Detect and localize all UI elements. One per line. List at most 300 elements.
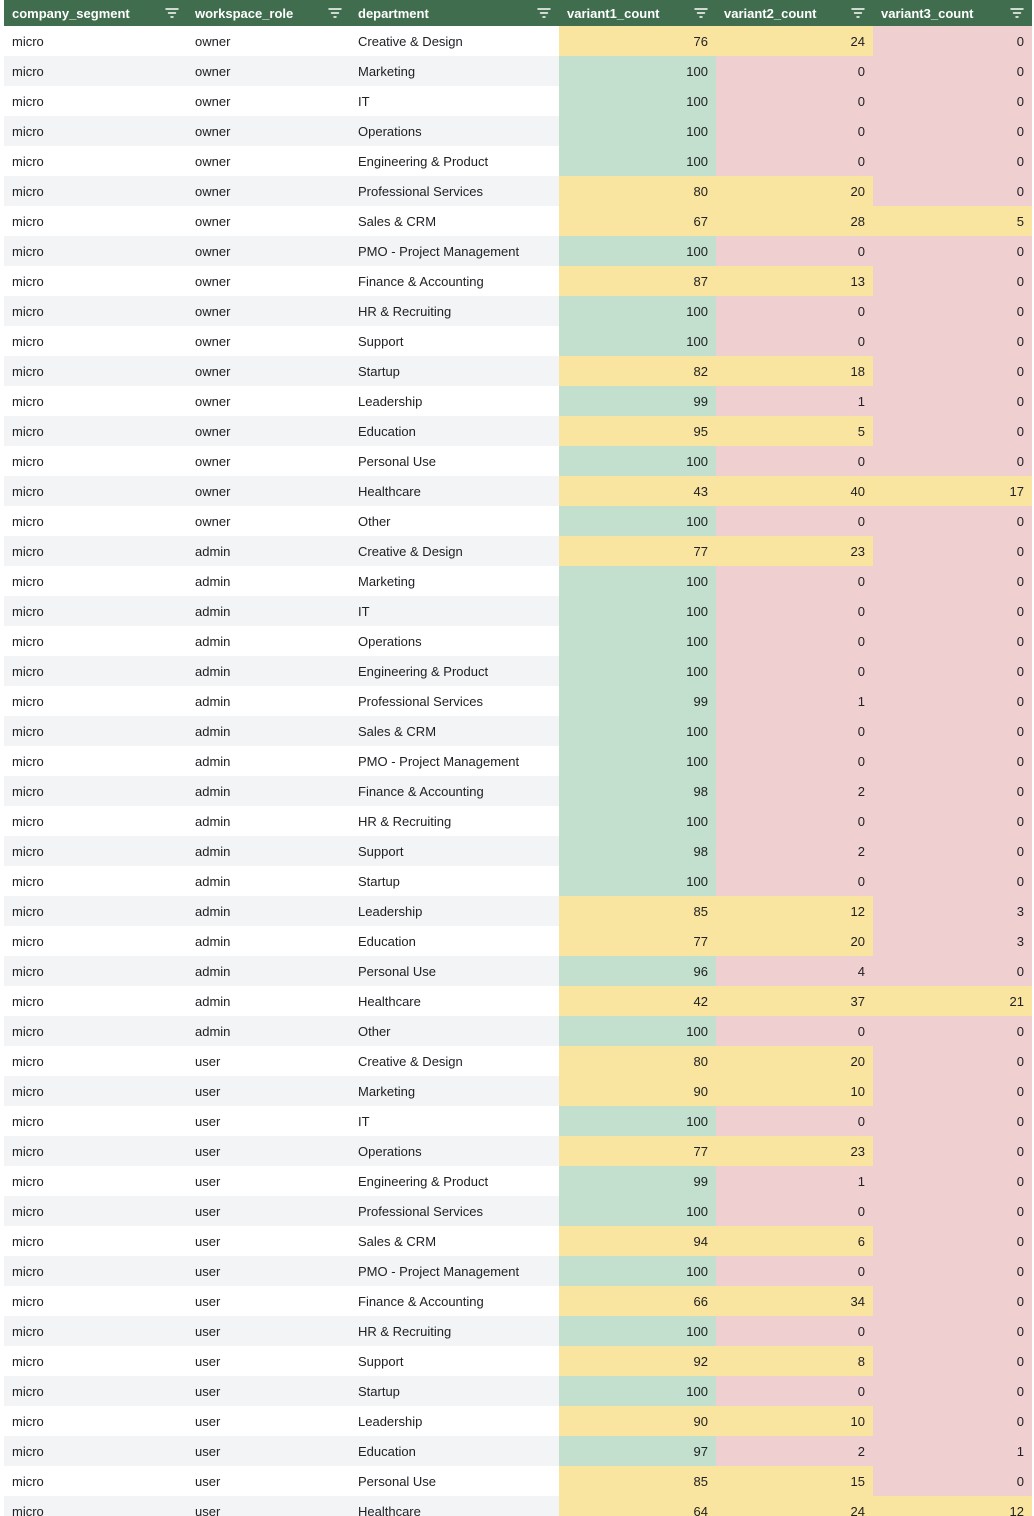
cell-workspace-role[interactable]: user — [187, 1196, 350, 1226]
cell-variant3-count[interactable]: 0 — [873, 956, 1032, 986]
table-row[interactable] — [4, 1316, 1032, 1346]
table-row[interactable] — [4, 656, 1032, 686]
cell-department[interactable]: Leadership — [350, 896, 559, 926]
cell-variant1-count[interactable]: 43 — [559, 476, 716, 506]
table-row[interactable] — [4, 926, 1032, 956]
cell-variant3-count[interactable]: 0 — [873, 146, 1032, 176]
cell-variant1-count[interactable]: 42 — [559, 986, 716, 1016]
cell-company-segment[interactable]: micro — [4, 1226, 187, 1256]
cell-variant1-count[interactable]: 99 — [559, 1166, 716, 1196]
cell-variant2-count[interactable]: 0 — [716, 326, 873, 356]
cell-variant1-count[interactable]: 85 — [559, 896, 716, 926]
cell-variant3-count[interactable]: 0 — [873, 716, 1032, 746]
table-row[interactable] — [4, 476, 1032, 506]
cell-workspace-role[interactable]: admin — [187, 926, 350, 956]
cell-variant2-count[interactable]: 23 — [716, 536, 873, 566]
cell-department[interactable]: Sales & CRM — [350, 716, 559, 746]
cell-variant2-count[interactable]: 10 — [716, 1406, 873, 1436]
cell-company-segment[interactable]: micro — [4, 866, 187, 896]
table-row[interactable] — [4, 1346, 1032, 1376]
cell-variant2-count[interactable]: 0 — [716, 56, 873, 86]
cell-department[interactable]: IT — [350, 1106, 559, 1136]
column-header-company-segment[interactable] — [4, 0, 187, 26]
cell-company-segment[interactable]: micro — [4, 26, 187, 56]
cell-department[interactable]: Professional Services — [350, 1196, 559, 1226]
cell-department[interactable]: PMO - Project Management — [350, 236, 559, 266]
filter-icon[interactable] — [851, 7, 865, 19]
cell-variant2-count[interactable]: 0 — [716, 1376, 873, 1406]
cell-variant3-count[interactable]: 0 — [873, 1286, 1032, 1316]
cell-workspace-role[interactable]: user — [187, 1436, 350, 1466]
cell-workspace-role[interactable]: user — [187, 1046, 350, 1076]
cell-workspace-role[interactable]: user — [187, 1286, 350, 1316]
table-row[interactable] — [4, 356, 1032, 386]
cell-workspace-role[interactable]: user — [187, 1406, 350, 1436]
cell-company-segment[interactable]: micro — [4, 1316, 187, 1346]
cell-workspace-role[interactable]: admin — [187, 656, 350, 686]
cell-variant2-count[interactable]: 0 — [716, 566, 873, 596]
table-row[interactable] — [4, 1436, 1032, 1466]
cell-variant1-count[interactable]: 82 — [559, 356, 716, 386]
cell-department[interactable]: Sales & CRM — [350, 206, 559, 236]
cell-workspace-role[interactable]: owner — [187, 416, 350, 446]
cell-variant1-count[interactable]: 94 — [559, 1226, 716, 1256]
cell-workspace-role[interactable]: admin — [187, 626, 350, 656]
cell-company-segment[interactable]: micro — [4, 746, 187, 776]
cell-variant2-count[interactable]: 0 — [716, 116, 873, 146]
cell-workspace-role[interactable]: owner — [187, 26, 350, 56]
cell-company-segment[interactable]: micro — [4, 176, 187, 206]
cell-variant1-count[interactable]: 96 — [559, 956, 716, 986]
cell-workspace-role[interactable]: owner — [187, 296, 350, 326]
cell-company-segment[interactable]: micro — [4, 686, 187, 716]
filter-icon[interactable] — [328, 7, 342, 19]
table-row[interactable] — [4, 1286, 1032, 1316]
cell-department[interactable]: Sales & CRM — [350, 1226, 559, 1256]
cell-variant2-count[interactable]: 0 — [716, 296, 873, 326]
cell-variant1-count[interactable]: 100 — [559, 866, 716, 896]
cell-department[interactable]: Creative & Design — [350, 1046, 559, 1076]
cell-company-segment[interactable]: micro — [4, 1166, 187, 1196]
cell-workspace-role[interactable]: owner — [187, 176, 350, 206]
cell-department[interactable]: Marketing — [350, 566, 559, 596]
table-row[interactable] — [4, 1016, 1032, 1046]
cell-company-segment[interactable]: micro — [4, 386, 187, 416]
table-row[interactable] — [4, 686, 1032, 716]
cell-company-segment[interactable]: micro — [4, 1196, 187, 1226]
cell-variant2-count[interactable]: 0 — [716, 866, 873, 896]
cell-variant2-count[interactable]: 15 — [716, 1466, 873, 1496]
cell-workspace-role[interactable]: admin — [187, 776, 350, 806]
cell-variant2-count[interactable]: 28 — [716, 206, 873, 236]
cell-workspace-role[interactable]: user — [187, 1496, 350, 1516]
table-row[interactable] — [4, 1076, 1032, 1106]
cell-department[interactable]: Operations — [350, 1136, 559, 1166]
cell-company-segment[interactable]: micro — [4, 206, 187, 236]
cell-variant1-count[interactable]: 100 — [559, 56, 716, 86]
cell-department[interactable]: HR & Recruiting — [350, 296, 559, 326]
cell-variant2-count[interactable]: 23 — [716, 1136, 873, 1166]
cell-variant2-count[interactable]: 0 — [716, 1316, 873, 1346]
cell-department[interactable]: Leadership — [350, 1406, 559, 1436]
cell-variant2-count[interactable]: 0 — [716, 746, 873, 776]
cell-variant3-count[interactable]: 0 — [873, 656, 1032, 686]
cell-department[interactable]: IT — [350, 86, 559, 116]
cell-department[interactable]: Other — [350, 1016, 559, 1046]
cell-company-segment[interactable]: micro — [4, 1376, 187, 1406]
cell-variant3-count[interactable]: 0 — [873, 1016, 1032, 1046]
cell-variant3-count[interactable]: 0 — [873, 416, 1032, 446]
cell-variant1-count[interactable]: 77 — [559, 1136, 716, 1166]
cell-company-segment[interactable]: micro — [4, 86, 187, 116]
cell-variant2-count[interactable]: 0 — [716, 1106, 873, 1136]
cell-variant2-count[interactable]: 20 — [716, 1046, 873, 1076]
cell-company-segment[interactable]: micro — [4, 1106, 187, 1136]
cell-company-segment[interactable]: micro — [4, 1016, 187, 1046]
cell-workspace-role[interactable]: user — [187, 1166, 350, 1196]
cell-variant2-count[interactable]: 0 — [716, 146, 873, 176]
cell-variant1-count[interactable]: 100 — [559, 1316, 716, 1346]
cell-variant3-count[interactable]: 0 — [873, 386, 1032, 416]
cell-variant3-count[interactable]: 3 — [873, 926, 1032, 956]
cell-variant3-count[interactable]: 0 — [873, 1046, 1032, 1076]
cell-department[interactable]: Professional Services — [350, 686, 559, 716]
cell-variant1-count[interactable]: 100 — [559, 116, 716, 146]
cell-company-segment[interactable]: micro — [4, 716, 187, 746]
cell-variant2-count[interactable]: 1 — [716, 1166, 873, 1196]
cell-variant1-count[interactable]: 100 — [559, 746, 716, 776]
cell-department[interactable]: Startup — [350, 866, 559, 896]
cell-variant2-count[interactable]: 5 — [716, 416, 873, 446]
cell-workspace-role[interactable]: owner — [187, 446, 350, 476]
table-row[interactable] — [4, 26, 1032, 56]
cell-variant1-count[interactable]: 100 — [559, 506, 716, 536]
cell-workspace-role[interactable]: admin — [187, 986, 350, 1016]
cell-company-segment[interactable]: micro — [4, 1406, 187, 1436]
table-row[interactable] — [4, 956, 1032, 986]
cell-variant1-count[interactable]: 76 — [559, 26, 716, 56]
cell-variant1-count[interactable]: 100 — [559, 1376, 716, 1406]
cell-company-segment[interactable]: micro — [4, 356, 187, 386]
cell-variant1-count[interactable]: 99 — [559, 386, 716, 416]
cell-variant3-count[interactable]: 0 — [873, 1346, 1032, 1376]
cell-department[interactable]: Finance & Accounting — [350, 1286, 559, 1316]
cell-department[interactable]: Engineering & Product — [350, 146, 559, 176]
table-row[interactable] — [4, 446, 1032, 476]
table-row[interactable] — [4, 1376, 1032, 1406]
table-row[interactable] — [4, 1256, 1032, 1286]
cell-company-segment[interactable]: micro — [4, 116, 187, 146]
cell-company-segment[interactable]: micro — [4, 446, 187, 476]
cell-workspace-role[interactable]: owner — [187, 506, 350, 536]
cell-department[interactable]: Creative & Design — [350, 26, 559, 56]
cell-workspace-role[interactable]: owner — [187, 116, 350, 146]
cell-workspace-role[interactable]: admin — [187, 536, 350, 566]
cell-company-segment[interactable]: micro — [4, 1136, 187, 1166]
cell-variant1-count[interactable]: 98 — [559, 776, 716, 806]
cell-company-segment[interactable]: micro — [4, 596, 187, 626]
cell-workspace-role[interactable]: admin — [187, 1016, 350, 1046]
cell-department[interactable]: Education — [350, 926, 559, 956]
cell-company-segment[interactable]: micro — [4, 416, 187, 446]
cell-variant2-count[interactable]: 1 — [716, 386, 873, 416]
cell-variant2-count[interactable]: 2 — [716, 776, 873, 806]
cell-variant2-count[interactable]: 0 — [716, 506, 873, 536]
cell-variant3-count[interactable]: 0 — [873, 236, 1032, 266]
cell-department[interactable]: PMO - Project Management — [350, 746, 559, 776]
cell-variant3-count[interactable]: 3 — [873, 896, 1032, 926]
cell-variant2-count[interactable]: 1 — [716, 686, 873, 716]
cell-variant2-count[interactable]: 34 — [716, 1286, 873, 1316]
table-row[interactable] — [4, 1136, 1032, 1166]
cell-variant3-count[interactable]: 0 — [873, 446, 1032, 476]
cell-variant3-count[interactable]: 0 — [873, 1376, 1032, 1406]
cell-workspace-role[interactable]: owner — [187, 206, 350, 236]
cell-variant3-count[interactable]: 0 — [873, 86, 1032, 116]
cell-variant3-count[interactable]: 17 — [873, 476, 1032, 506]
cell-variant1-count[interactable]: 100 — [559, 1106, 716, 1136]
table-row[interactable] — [4, 86, 1032, 116]
filter-icon[interactable] — [165, 7, 179, 19]
cell-variant2-count[interactable]: 0 — [716, 1016, 873, 1046]
cell-workspace-role[interactable]: owner — [187, 386, 350, 416]
cell-department[interactable]: PMO - Project Management — [350, 1256, 559, 1286]
table-row[interactable] — [4, 806, 1032, 836]
cell-department[interactable]: Healthcare — [350, 1496, 559, 1516]
cell-company-segment[interactable]: micro — [4, 266, 187, 296]
table-row[interactable] — [4, 386, 1032, 416]
cell-variant1-count[interactable]: 100 — [559, 1196, 716, 1226]
cell-variant2-count[interactable]: 0 — [716, 626, 873, 656]
cell-variant3-count[interactable]: 0 — [873, 866, 1032, 896]
cell-variant1-count[interactable]: 100 — [559, 1016, 716, 1046]
cell-variant3-count[interactable]: 0 — [873, 296, 1032, 326]
cell-variant1-count[interactable]: 77 — [559, 536, 716, 566]
cell-variant3-count[interactable]: 0 — [873, 56, 1032, 86]
cell-department[interactable]: HR & Recruiting — [350, 1316, 559, 1346]
cell-company-segment[interactable]: micro — [4, 776, 187, 806]
cell-variant3-count[interactable]: 0 — [873, 506, 1032, 536]
cell-variant3-count[interactable]: 0 — [873, 1166, 1032, 1196]
cell-workspace-role[interactable]: user — [187, 1136, 350, 1166]
cell-department[interactable]: Finance & Accounting — [350, 266, 559, 296]
cell-department[interactable]: Healthcare — [350, 476, 559, 506]
cell-department[interactable]: Creative & Design — [350, 536, 559, 566]
cell-department[interactable]: Marketing — [350, 56, 559, 86]
cell-department[interactable]: Support — [350, 1346, 559, 1376]
cell-workspace-role[interactable]: admin — [187, 956, 350, 986]
cell-variant2-count[interactable]: 24 — [716, 1496, 873, 1516]
table-row[interactable] — [4, 716, 1032, 746]
table-row[interactable] — [4, 746, 1032, 776]
cell-company-segment[interactable]: micro — [4, 626, 187, 656]
cell-variant3-count[interactable]: 0 — [873, 1466, 1032, 1496]
cell-variant1-count[interactable]: 85 — [559, 1466, 716, 1496]
cell-department[interactable]: Healthcare — [350, 986, 559, 1016]
cell-department[interactable]: Engineering & Product — [350, 1166, 559, 1196]
cell-variant2-count[interactable]: 4 — [716, 956, 873, 986]
cell-variant2-count[interactable]: 0 — [716, 86, 873, 116]
cell-department[interactable]: Education — [350, 416, 559, 446]
filter-icon[interactable] — [1010, 7, 1024, 19]
cell-variant2-count[interactable]: 0 — [716, 1256, 873, 1286]
table-row[interactable] — [4, 626, 1032, 656]
filter-icon[interactable] — [694, 7, 708, 19]
table-row[interactable] — [4, 1166, 1032, 1196]
table-row[interactable] — [4, 866, 1032, 896]
cell-company-segment[interactable]: micro — [4, 926, 187, 956]
cell-variant2-count[interactable]: 37 — [716, 986, 873, 1016]
cell-workspace-role[interactable]: user — [187, 1076, 350, 1106]
cell-department[interactable]: Personal Use — [350, 1466, 559, 1496]
cell-company-segment[interactable]: micro — [4, 146, 187, 176]
cell-company-segment[interactable]: micro — [4, 1076, 187, 1106]
cell-variant3-count[interactable]: 0 — [873, 326, 1032, 356]
table-row[interactable] — [4, 896, 1032, 926]
cell-variant1-count[interactable]: 67 — [559, 206, 716, 236]
cell-workspace-role[interactable]: user — [187, 1316, 350, 1346]
cell-department[interactable]: IT — [350, 596, 559, 626]
table-row[interactable] — [4, 566, 1032, 596]
cell-department[interactable]: Personal Use — [350, 956, 559, 986]
cell-variant2-count[interactable]: 0 — [716, 656, 873, 686]
cell-workspace-role[interactable]: owner — [187, 356, 350, 386]
cell-workspace-role[interactable]: owner — [187, 326, 350, 356]
cell-variant1-count[interactable]: 87 — [559, 266, 716, 296]
cell-variant3-count[interactable]: 0 — [873, 1196, 1032, 1226]
cell-workspace-role[interactable]: admin — [187, 836, 350, 866]
cell-variant1-count[interactable]: 100 — [559, 86, 716, 116]
cell-company-segment[interactable]: micro — [4, 56, 187, 86]
cell-company-segment[interactable]: micro — [4, 806, 187, 836]
table-row[interactable] — [4, 236, 1032, 266]
cell-department[interactable]: Professional Services — [350, 176, 559, 206]
cell-variant1-count[interactable]: 77 — [559, 926, 716, 956]
cell-variant1-count[interactable]: 92 — [559, 1346, 716, 1376]
cell-variant3-count[interactable]: 0 — [873, 116, 1032, 146]
cell-variant3-count[interactable]: 0 — [873, 26, 1032, 56]
cell-variant2-count[interactable]: 0 — [716, 806, 873, 836]
cell-variant3-count[interactable]: 0 — [873, 806, 1032, 836]
cell-company-segment[interactable]: micro — [4, 656, 187, 686]
cell-variant3-count[interactable]: 0 — [873, 746, 1032, 776]
cell-workspace-role[interactable]: admin — [187, 716, 350, 746]
cell-company-segment[interactable]: micro — [4, 326, 187, 356]
cell-workspace-role[interactable]: owner — [187, 86, 350, 116]
table-row[interactable] — [4, 1406, 1032, 1436]
cell-variant2-count[interactable]: 0 — [716, 1196, 873, 1226]
cell-workspace-role[interactable]: admin — [187, 686, 350, 716]
table-row[interactable] — [4, 506, 1032, 536]
cell-variant3-count[interactable]: 0 — [873, 266, 1032, 296]
cell-variant1-count[interactable]: 90 — [559, 1406, 716, 1436]
cell-variant2-count[interactable]: 2 — [716, 1436, 873, 1466]
cell-variant1-count[interactable]: 97 — [559, 1436, 716, 1466]
cell-company-segment[interactable]: micro — [4, 1436, 187, 1466]
cell-variant1-count[interactable]: 100 — [559, 326, 716, 356]
table-row[interactable] — [4, 1196, 1032, 1226]
cell-workspace-role[interactable]: user — [187, 1346, 350, 1376]
cell-variant2-count[interactable]: 0 — [716, 716, 873, 746]
cell-variant3-count[interactable]: 0 — [873, 356, 1032, 386]
cell-department[interactable]: Leadership — [350, 386, 559, 416]
cell-workspace-role[interactable]: owner — [187, 56, 350, 86]
cell-department[interactable]: Personal Use — [350, 446, 559, 476]
cell-department[interactable]: Engineering & Product — [350, 656, 559, 686]
cell-company-segment[interactable]: micro — [4, 1496, 187, 1516]
cell-company-segment[interactable]: micro — [4, 836, 187, 866]
table-row[interactable] — [4, 776, 1032, 806]
cell-variant1-count[interactable]: 98 — [559, 836, 716, 866]
cell-workspace-role[interactable]: owner — [187, 146, 350, 176]
cell-workspace-role[interactable]: admin — [187, 566, 350, 596]
table-row[interactable] — [4, 146, 1032, 176]
cell-department[interactable]: Operations — [350, 626, 559, 656]
cell-company-segment[interactable]: micro — [4, 896, 187, 926]
cell-company-segment[interactable]: micro — [4, 1046, 187, 1076]
cell-company-segment[interactable]: micro — [4, 1346, 187, 1376]
table-row[interactable] — [4, 1466, 1032, 1496]
cell-variant3-count[interactable]: 0 — [873, 1136, 1032, 1166]
cell-variant3-count[interactable]: 0 — [873, 1256, 1032, 1286]
cell-variant2-count[interactable]: 18 — [716, 356, 873, 386]
cell-department[interactable]: Other — [350, 506, 559, 536]
cell-workspace-role[interactable]: owner — [187, 476, 350, 506]
cell-variant1-count[interactable]: 100 — [559, 596, 716, 626]
table-row[interactable] — [4, 416, 1032, 446]
cell-variant3-count[interactable]: 0 — [873, 1106, 1032, 1136]
cell-department[interactable]: Education — [350, 1436, 559, 1466]
cell-department[interactable]: Marketing — [350, 1076, 559, 1106]
table-row[interactable] — [4, 536, 1032, 566]
cell-variant3-count[interactable]: 0 — [873, 566, 1032, 596]
cell-company-segment[interactable]: micro — [4, 1256, 187, 1286]
cell-company-segment[interactable]: micro — [4, 1286, 187, 1316]
cell-variant3-count[interactable]: 1 — [873, 1436, 1032, 1466]
column-header-department[interactable] — [350, 0, 559, 26]
cell-variant2-count[interactable]: 24 — [716, 26, 873, 56]
filter-icon[interactable] — [537, 7, 551, 19]
cell-variant3-count[interactable]: 0 — [873, 626, 1032, 656]
cell-workspace-role[interactable]: user — [187, 1376, 350, 1406]
cell-variant3-count[interactable]: 0 — [873, 596, 1032, 626]
cell-variant1-count[interactable]: 100 — [559, 1256, 716, 1286]
table-row[interactable] — [4, 1106, 1032, 1136]
table-row[interactable] — [4, 176, 1032, 206]
cell-workspace-role[interactable]: user — [187, 1226, 350, 1256]
cell-variant3-count[interactable]: 0 — [873, 686, 1032, 716]
cell-company-segment[interactable]: micro — [4, 536, 187, 566]
cell-workspace-role[interactable]: admin — [187, 746, 350, 776]
cell-variant1-count[interactable]: 80 — [559, 1046, 716, 1076]
cell-variant3-count[interactable]: 0 — [873, 776, 1032, 806]
cell-variant1-count[interactable]: 90 — [559, 1076, 716, 1106]
cell-department[interactable]: Operations — [350, 116, 559, 146]
table-row[interactable] — [4, 266, 1032, 296]
cell-variant1-count[interactable]: 95 — [559, 416, 716, 446]
cell-variant3-count[interactable]: 0 — [873, 1316, 1032, 1346]
cell-variant3-count[interactable]: 0 — [873, 1226, 1032, 1256]
cell-variant2-count[interactable]: 0 — [716, 236, 873, 266]
cell-variant1-count[interactable]: 100 — [559, 656, 716, 686]
cell-workspace-role[interactable]: admin — [187, 806, 350, 836]
cell-variant1-count[interactable]: 66 — [559, 1286, 716, 1316]
cell-company-segment[interactable]: micro — [4, 476, 187, 506]
column-header-variant2-count[interactable] — [716, 0, 873, 26]
cell-variant2-count[interactable]: 20 — [716, 176, 873, 206]
cell-variant2-count[interactable]: 13 — [716, 266, 873, 296]
cell-variant2-count[interactable]: 6 — [716, 1226, 873, 1256]
